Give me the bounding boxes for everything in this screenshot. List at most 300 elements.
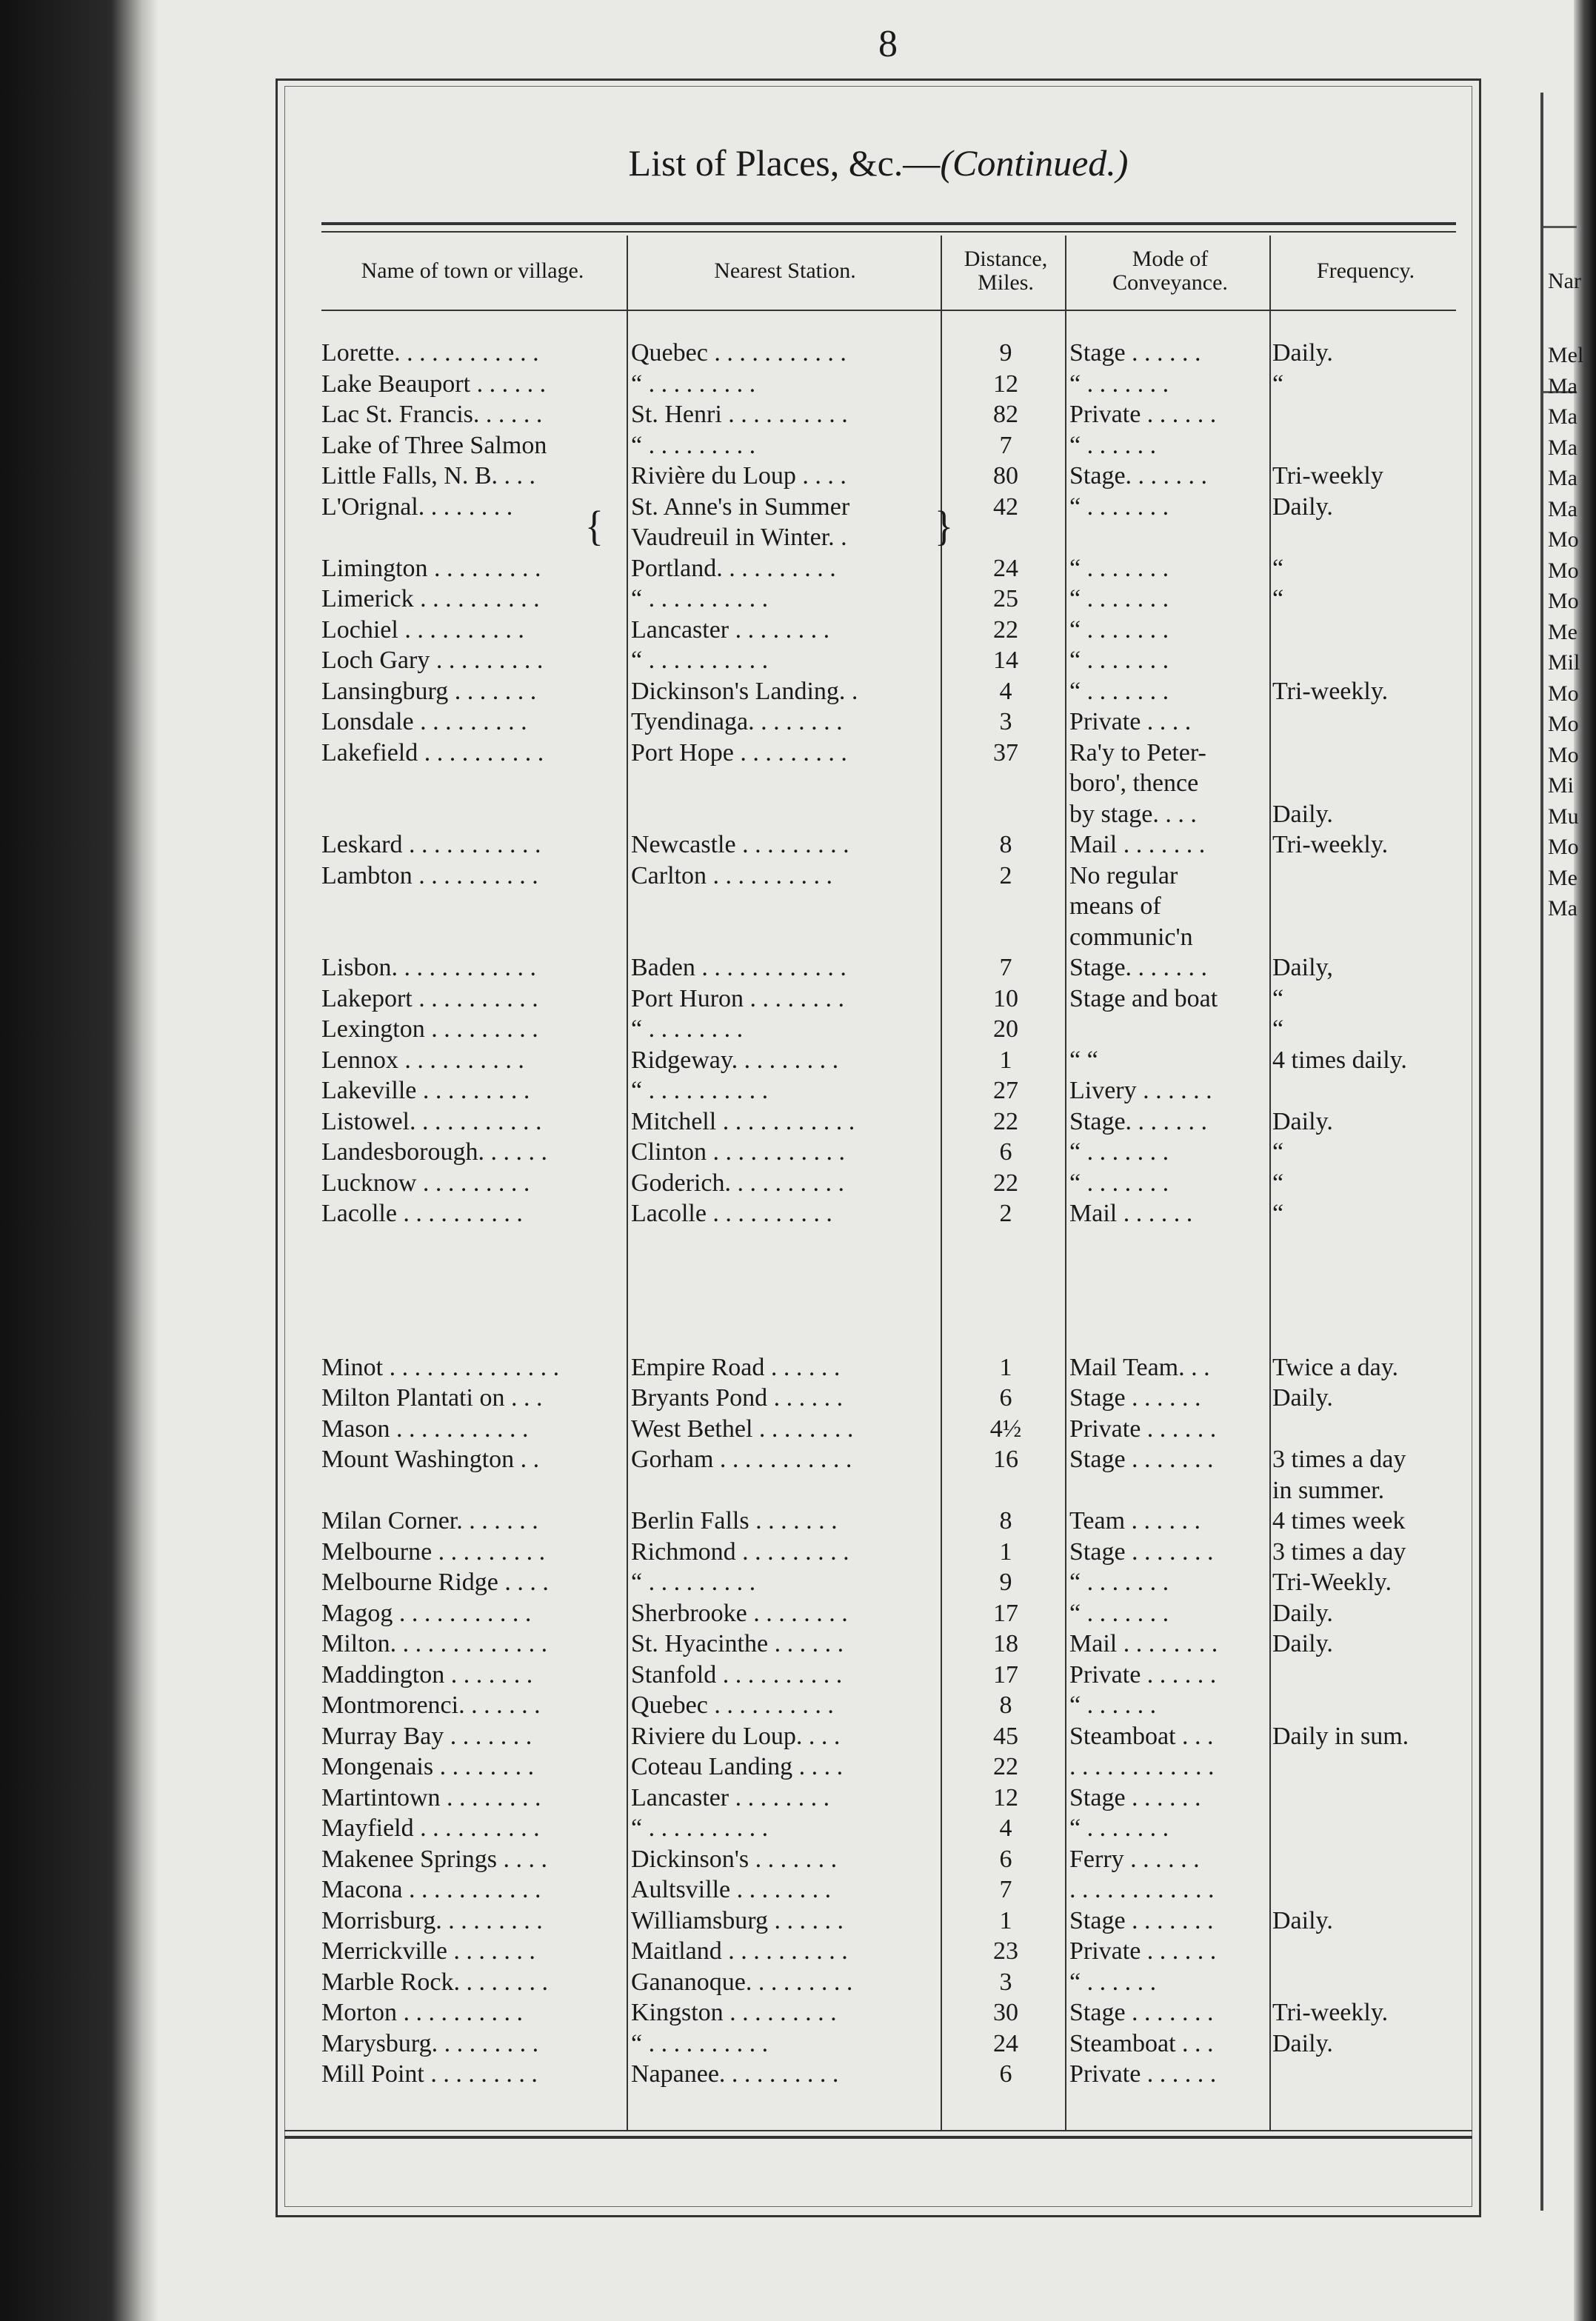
cell-mode: means of <box>1069 892 1161 920</box>
table-row <box>0 676 1596 707</box>
cell-dist: 9 <box>999 339 1012 367</box>
cell-name: Marble Rock. . . . . . . . <box>321 1968 548 1996</box>
cell-station: “ . . . . . . . . . <box>631 1569 756 1596</box>
cell-freq: 4 times week <box>1272 1507 1406 1534</box>
table-row <box>0 430 1596 461</box>
cell-dist: 4½ <box>989 1415 1022 1443</box>
table-row <box>0 1751 1596 1783</box>
cell-station: Riviere du Loup. . . . <box>631 1722 841 1750</box>
cell-mode: Private . . . . . . <box>1069 1937 1217 1965</box>
adjacent-page-label: Mo <box>1548 742 1579 767</box>
cell-name: Lorette. . . . . . . . . . . . <box>321 339 539 367</box>
cell-dist: 14 <box>993 647 1018 674</box>
cell-dist: 82 <box>993 401 1018 428</box>
cell-station: “ . . . . . . . . . . <box>631 585 769 612</box>
cell-station: Kingston . . . . . . . . . <box>631 1999 837 2026</box>
cell-dist: 6 <box>999 1138 1012 1166</box>
cell-freq: Daily, <box>1272 954 1333 981</box>
cell-name: Limington . . . . . . . . . <box>321 554 541 582</box>
cell-station: Clinton . . . . . . . . . . . <box>631 1138 846 1166</box>
cell-mode: Stage and boat <box>1069 984 1218 1012</box>
table-row <box>0 2028 1596 2060</box>
cell-mode: “ . . . . . . <box>1069 431 1157 459</box>
adjacent-page-label: Ma <box>1548 496 1577 521</box>
cell-name: L'Orignal. . . . . . . . <box>321 492 513 521</box>
cell-mode: “ . . . . . . <box>1069 1968 1157 1996</box>
cell-dist: 24 <box>993 2029 1018 2057</box>
cell-station: Napanee. . . . . . . . . . <box>631 2060 839 2088</box>
table-row <box>0 1383 1596 1414</box>
cell-freq: Daily. <box>1272 2029 1333 2057</box>
cell-freq: “ <box>1272 1169 1284 1197</box>
cell-dist: 4 <box>999 1814 1012 1842</box>
adjacent-page-label: Mil <box>1548 650 1580 675</box>
cell-name: Lakefield . . . . . . . . . . <box>321 738 544 767</box>
table-row <box>0 1198 1596 1229</box>
cell-dist: 24 <box>993 554 1018 582</box>
adjacent-page-label: Ma <box>1548 896 1577 921</box>
cell-name: Minot . . . . . . . . . . . . . . <box>321 1353 560 1381</box>
cell-freq: Daily. <box>1272 492 1333 521</box>
cell-name: Lochiel . . . . . . . . . . <box>321 615 524 644</box>
table-row <box>0 891 1596 922</box>
cell-dist: 45 <box>993 1722 1018 1750</box>
cell-dist: 2 <box>999 861 1012 889</box>
cell-dist: 3 <box>999 1968 1012 1996</box>
cell-name: Lake Beauport . . . . . . <box>321 370 547 398</box>
table-row <box>0 1874 1596 1906</box>
cell-dist: 16 <box>993 1446 1018 1473</box>
cell-mode: “ . . . . . . . <box>1069 1138 1169 1166</box>
table-row <box>0 707 1596 738</box>
cell-station: Maitland . . . . . . . . . . <box>631 1937 848 1965</box>
cell-mode: Mail Team. . . <box>1069 1353 1210 1381</box>
adjacent-page-label: Ma <box>1548 435 1577 460</box>
cell-station: “ . . . . . . . . <box>631 1015 744 1043</box>
cell-dist: 7 <box>999 431 1012 459</box>
adjacent-page-label: Mo <box>1548 527 1579 552</box>
adjacent-page-label: Mo <box>1548 589 1579 613</box>
cell-station: Gorham . . . . . . . . . . . <box>631 1446 852 1473</box>
cell-name: Lac St. Francis. . . . . . <box>321 401 543 428</box>
cell-station: Tyendinaga. . . . . . . . <box>631 708 843 735</box>
cell-mode: Stage . . . . . . . <box>1069 1537 1214 1566</box>
cell-mode: “ . . . . . . . <box>1069 492 1169 521</box>
table-row <box>0 1106 1596 1138</box>
cell-name: Makenee Springs . . . . <box>321 1845 548 1873</box>
cell-dist: 9 <box>999 1569 1012 1596</box>
cell-freq: “ <box>1272 1200 1284 1227</box>
cell-station: Port Huron . . . . . . . . <box>631 984 845 1012</box>
cell-station: Port Hope . . . . . . . . . <box>631 738 847 767</box>
table-row <box>0 1352 1596 1383</box>
cell-freq: “ <box>1272 554 1284 582</box>
cell-freq: “ <box>1272 984 1284 1012</box>
cell-station: Aultsville . . . . . . . . <box>631 1876 832 1903</box>
table-row <box>0 861 1596 892</box>
table-row <box>0 1229 1596 1260</box>
cell-mode: Ra'y to Peter- <box>1069 738 1206 767</box>
cell-dist: 2 <box>999 1200 1012 1227</box>
cell-freq: 3 times a day <box>1272 1537 1406 1566</box>
cell-mode: “ “ <box>1069 1046 1098 1074</box>
column-header-distance-line2: Miles. <box>978 270 1034 295</box>
column-header-mode <box>1069 247 1271 295</box>
cell-station: Carlton . . . . . . . . . . <box>631 861 832 889</box>
cell-name: Melbourne Ridge . . . . <box>321 1569 549 1596</box>
cell-freq: Daily. <box>1272 1107 1333 1135</box>
cell-freq: Tri-weekly <box>1272 462 1383 490</box>
cell-mode: Ferry . . . . . . <box>1069 1845 1200 1873</box>
table-row <box>0 1291 1596 1322</box>
cell-mode: Livery . . . . . . <box>1069 1077 1212 1104</box>
cell-name: Martintown . . . . . . . . <box>321 1783 541 1811</box>
table-row <box>0 1598 1596 1629</box>
table-row <box>0 645 1596 676</box>
cell-mode: Private . . . . . . <box>1069 1415 1217 1443</box>
adjacent-page-label: Ma <box>1548 466 1577 490</box>
cell-name: Milton. . . . . . . . . . . . . <box>321 1630 548 1657</box>
cell-mode: Mail . . . . . . <box>1069 1200 1193 1227</box>
cell-station: Vaudreuil in Winter. . <box>631 524 847 551</box>
cell-name: Lake of Three Salmon <box>321 431 547 459</box>
cell-mode: Stage . . . . . . <box>1069 1783 1201 1811</box>
title-continued: (Continued.) <box>940 142 1129 184</box>
cell-station: Lancaster . . . . . . . . <box>631 615 830 644</box>
cell-name: Morrisburg. . . . . . . . . <box>321 1906 543 1934</box>
cell-dist: 1 <box>999 1906 1012 1934</box>
column-header-distance-line1: Distance, <box>964 247 1048 271</box>
cell-dist: 18 <box>993 1630 1018 1657</box>
cell-station: Dickinson's . . . . . . . <box>631 1845 838 1873</box>
cell-name: Lennox . . . . . . . . . . <box>321 1046 524 1074</box>
table-row <box>0 1844 1596 1875</box>
cell-name: Montmorenci. . . . . . . <box>321 1692 541 1719</box>
cell-dist: 12 <box>993 370 1018 398</box>
cell-station: Quebec . . . . . . . . . . . <box>631 339 847 367</box>
cell-station: Empire Road . . . . . . <box>631 1353 841 1381</box>
table-row <box>0 1783 1596 1814</box>
cell-station: Berlin Falls . . . . . . . <box>631 1507 838 1534</box>
cell-freq: “ <box>1272 370 1284 398</box>
cell-freq: “ <box>1272 1138 1284 1166</box>
cell-freq: Daily. <box>1272 800 1333 828</box>
cell-station: “ . . . . . . . . . . <box>631 647 769 674</box>
cell-station: “ . . . . . . . . . . <box>631 2029 769 2057</box>
cell-dist: 1 <box>999 1537 1012 1566</box>
cell-name: Lexington . . . . . . . . . <box>321 1015 538 1043</box>
cell-name: Murray Bay . . . . . . . <box>321 1722 532 1750</box>
adjacent-page-label: Mel <box>1548 343 1584 367</box>
cell-station: St. Hyacinthe . . . . . . <box>631 1630 844 1657</box>
cell-name: Lonsdale . . . . . . . . . <box>321 708 527 735</box>
table-row <box>0 1997 1596 2028</box>
cell-station: “ . . . . . . . . . <box>631 431 756 459</box>
cell-dist: 8 <box>999 1507 1012 1534</box>
cell-name: Little Falls, N. B. . . . <box>321 462 535 490</box>
table-row <box>0 1936 1596 1967</box>
cell-freq: Daily in sum. <box>1272 1722 1409 1750</box>
cell-station: “ . . . . . . . . . . <box>631 1814 769 1842</box>
cell-mode: . . . . . . . . . . . . <box>1069 1753 1215 1780</box>
cell-name: Melbourne . . . . . . . . . <box>321 1537 546 1566</box>
cell-dist: 6 <box>999 2060 1012 2088</box>
cell-station: Newcastle . . . . . . . . . <box>631 831 849 858</box>
table-row <box>0 1967 1596 1998</box>
cell-name: Lakeville . . . . . . . . . <box>321 1077 530 1104</box>
cell-freq: Daily. <box>1272 1906 1333 1934</box>
cell-name: Mayfield . . . . . . . . . . <box>321 1814 540 1842</box>
table-row <box>0 1721 1596 1752</box>
cell-station: Bryants Pond . . . . . . <box>631 1384 844 1412</box>
cell-mode: “ . . . . . . . <box>1069 647 1169 674</box>
header-rule-top-thin <box>321 231 1456 233</box>
cell-mode: boro', thence <box>1069 769 1199 797</box>
cell-mode: “ . . . . . . . <box>1069 585 1169 612</box>
table-row <box>0 338 1596 369</box>
table-row <box>0 1075 1596 1106</box>
cell-station: Lacolle . . . . . . . . . . <box>631 1200 832 1227</box>
table-row <box>0 1567 1596 1598</box>
table-row <box>0 1690 1596 1721</box>
cell-dist: 8 <box>999 1692 1012 1719</box>
cell-mode: “ . . . . . . . <box>1069 615 1169 644</box>
cell-freq: Daily. <box>1272 1384 1333 1412</box>
table-row <box>0 1629 1596 1660</box>
cell-mode: Stage . . . . . . . <box>1069 1906 1214 1934</box>
cell-station: Coteau Landing . . . . <box>631 1753 844 1780</box>
cell-station: Mitchell . . . . . . . . . . . <box>631 1107 855 1135</box>
table-row <box>0 738 1596 769</box>
cell-dist: 7 <box>999 1876 1012 1903</box>
cell-mode: Stage . . . . . . . <box>1069 1999 1214 2026</box>
adjacent-page-label: Ma <box>1548 404 1577 429</box>
table-row <box>0 829 1596 861</box>
cell-dist: 25 <box>993 585 1018 612</box>
table-row <box>0 1813 1596 1844</box>
column-header-distance <box>942 247 1069 295</box>
table-row <box>0 553 1596 584</box>
cell-dist: 10 <box>993 984 1018 1012</box>
cell-dist: 22 <box>993 615 1018 644</box>
cell-name: Lacolle . . . . . . . . . . <box>321 1200 523 1227</box>
table-row <box>0 1045 1596 1076</box>
cell-mode: “ . . . . . . . <box>1069 1814 1169 1842</box>
cell-station: Quebec . . . . . . . . . . <box>631 1692 834 1719</box>
table-row <box>0 2059 1596 2090</box>
cell-name: Leskard . . . . . . . . . . . <box>321 831 541 858</box>
column-header-mode-line1: Mode of <box>1132 247 1209 271</box>
cell-dist: 23 <box>993 1937 1018 1965</box>
table-row <box>0 1137 1596 1168</box>
adjacent-page-label: Mo <box>1548 558 1579 583</box>
cell-mode: . . . . . . . . . . . . <box>1069 1876 1215 1903</box>
brace-left: { <box>585 504 604 550</box>
table-row <box>0 922 1596 953</box>
cell-mode: communic'n <box>1069 923 1193 951</box>
adjacent-page-label: Mi <box>1548 773 1575 798</box>
cell-dist: 27 <box>993 1077 1018 1104</box>
cell-mode: “ . . . . . . . <box>1069 1169 1169 1197</box>
table-row <box>0 522 1596 553</box>
table-row <box>0 1414 1596 1445</box>
table-row <box>0 1168 1596 1199</box>
cell-freq: Twice a day. <box>1272 1353 1399 1381</box>
table-row <box>0 1506 1596 1537</box>
table-row <box>0 768 1596 799</box>
cell-name: Macona . . . . . . . . . . . <box>321 1876 541 1903</box>
cell-dist: 12 <box>993 1783 1018 1811</box>
adjacent-page-label: Mo <box>1548 712 1579 736</box>
cell-dist: 80 <box>993 462 1018 490</box>
table-row <box>0 1321 1596 1352</box>
cell-freq: in summer. <box>1272 1476 1385 1504</box>
cell-mode: “ . . . . . . . <box>1069 1599 1169 1627</box>
cell-dist: 22 <box>993 1169 1018 1197</box>
adjacent-page-label: Mo <box>1548 835 1579 859</box>
cell-dist: 4 <box>999 677 1012 705</box>
cell-name: Lansingburg . . . . . . . <box>321 677 537 705</box>
cell-station: Gananoque. . . . . . . . . <box>631 1968 853 1996</box>
header-rule-top <box>321 222 1456 225</box>
cell-station: Baden . . . . . . . . . . . . <box>631 954 847 981</box>
cell-name: Lakeport . . . . . . . . . . <box>321 984 538 1012</box>
adjacent-page-label: Ma <box>1548 373 1577 398</box>
cell-station: Richmond . . . . . . . . . <box>631 1537 849 1566</box>
table-row <box>0 1014 1596 1045</box>
title-text: List of Places, &c.— <box>628 142 941 184</box>
table-row <box>0 1906 1596 1937</box>
cell-mode: Stage. . . . . . . <box>1069 954 1208 981</box>
table-row <box>0 399 1596 430</box>
cell-name: Magog . . . . . . . . . . . <box>321 1599 532 1627</box>
table-row <box>0 615 1596 646</box>
column-header-frequency: Frequency. <box>1316 258 1415 283</box>
cell-name: Mount Washington . . <box>321 1446 540 1473</box>
table-row <box>0 369 1596 400</box>
cell-station: St. Henri . . . . . . . . . . <box>631 401 848 428</box>
cell-mode: Mail . . . . . . . <box>1069 831 1206 858</box>
cell-freq: 4 times daily. <box>1272 1046 1407 1074</box>
cell-name: Listowel. . . . . . . . . . . <box>321 1107 542 1135</box>
cell-name: Limerick . . . . . . . . . . <box>321 585 540 612</box>
table-row <box>0 584 1596 615</box>
adjacent-page-label: Mo <box>1548 681 1579 706</box>
cell-mode: “ . . . . . . <box>1069 1692 1157 1719</box>
cell-mode: Stage . . . . . . <box>1069 339 1201 367</box>
adjacent-page-label: Me <box>1548 619 1577 644</box>
cell-dist: 3 <box>999 708 1012 735</box>
adjacent-page-label: Me <box>1548 865 1577 890</box>
cell-station: “ . . . . . . . . . <box>631 370 756 398</box>
table-bottom-rule <box>284 2130 1472 2131</box>
cell-dist: 17 <box>993 1660 1018 1689</box>
cell-dist: 7 <box>999 954 1012 981</box>
cell-mode: by stage. . . . <box>1069 800 1197 828</box>
table-row <box>0 983 1596 1015</box>
cell-name: Morton . . . . . . . . . . <box>321 1999 523 2026</box>
cell-dist: 8 <box>999 831 1012 858</box>
brace-right: } <box>935 504 953 550</box>
cell-name: Lambton . . . . . . . . . . <box>321 861 538 889</box>
cell-station: Dickinson's Landing. . <box>631 677 858 705</box>
table-row <box>0 952 1596 983</box>
cell-freq: Tri-Weekly. <box>1272 1569 1392 1596</box>
cell-freq: “ <box>1272 1015 1284 1043</box>
cell-station: Williamsburg . . . . . . <box>631 1906 844 1934</box>
cell-mode: “ . . . . . . . <box>1069 677 1169 705</box>
header-rule-bottom <box>321 310 1456 311</box>
table-row <box>0 492 1596 523</box>
cell-dist: 1 <box>999 1046 1012 1074</box>
cell-dist: 6 <box>999 1384 1012 1412</box>
cell-mode: “ . . . . . . . <box>1069 1569 1169 1596</box>
page-number: 8 <box>878 23 898 65</box>
cell-name: Lucknow . . . . . . . . . <box>321 1169 530 1197</box>
table-row <box>0 799 1596 830</box>
cell-name: Mason . . . . . . . . . . . <box>321 1415 529 1443</box>
cell-station: Sherbrooke . . . . . . . . <box>631 1599 848 1627</box>
cell-station: West Bethel . . . . . . . . <box>631 1415 854 1443</box>
column-header-station: Nearest Station. <box>714 258 856 283</box>
table-bottom-rule-thick <box>284 2136 1472 2139</box>
cell-mode: “ . . . . . . . <box>1069 370 1169 398</box>
cell-station: Goderich. . . . . . . . . . <box>631 1169 845 1197</box>
cell-station: St. Anne's in Summer <box>631 492 850 521</box>
cell-mode: Stage . . . . . . . <box>1069 1446 1214 1473</box>
cell-name: Mongenais . . . . . . . . <box>321 1753 535 1780</box>
cell-dist: 17 <box>993 1599 1018 1627</box>
cell-mode: Steamboat . . . <box>1069 1722 1214 1750</box>
cell-dist: 20 <box>993 1015 1018 1043</box>
cell-mode: Steamboat . . . <box>1069 2029 1214 2057</box>
column-header-mode-line2: Conveyance. <box>1112 270 1228 295</box>
cell-mode: “ . . . . . . . <box>1069 554 1169 582</box>
cell-mode: Private . . . . . . <box>1069 2060 1217 2088</box>
cell-mode: Private . . . . . . <box>1069 1660 1217 1689</box>
cell-name: Milan Corner. . . . . . . <box>321 1507 538 1534</box>
cell-dist: 1 <box>999 1353 1012 1381</box>
cell-freq: Tri-weekly. <box>1272 677 1389 705</box>
table-row <box>0 1537 1596 1568</box>
table-row <box>0 1260 1596 1291</box>
cell-mode: Team . . . . . . <box>1069 1507 1201 1534</box>
cell-freq: Tri-weekly. <box>1272 1999 1389 2026</box>
cell-mode: Stage. . . . . . . <box>1069 1107 1208 1135</box>
cell-name: Merrickville . . . . . . . <box>321 1937 535 1965</box>
cell-mode: Stage. . . . . . . <box>1069 462 1208 490</box>
cell-mode: Private . . . . <box>1069 708 1192 735</box>
table-row <box>0 1475 1596 1506</box>
cell-freq: Daily. <box>1272 1630 1333 1657</box>
cell-station: “ . . . . . . . . . . <box>631 1077 769 1104</box>
cell-freq: “ <box>1272 585 1284 612</box>
table-row <box>0 461 1596 492</box>
cell-dist: 22 <box>993 1107 1018 1135</box>
cell-dist: 6 <box>999 1845 1012 1873</box>
cell-freq: Daily. <box>1272 1599 1333 1627</box>
cell-freq: 3 times a day <box>1272 1446 1406 1473</box>
cell-mode: No regular <box>1069 861 1178 889</box>
cell-name: Loch Gary . . . . . . . . . <box>321 647 544 674</box>
cell-station: Lancaster . . . . . . . . <box>631 1783 830 1811</box>
cell-station: Ridgeway. . . . . . . . . <box>631 1046 839 1074</box>
cell-name: Lisbon. . . . . . . . . . . . <box>321 954 536 981</box>
cell-mode: Private . . . . . . <box>1069 401 1217 428</box>
adjacent-page-label: Nar <box>1548 269 1581 293</box>
cell-station: Stanfold . . . . . . . . . . <box>631 1660 843 1689</box>
cell-name: Mill Point . . . . . . . . . <box>321 2060 538 2088</box>
